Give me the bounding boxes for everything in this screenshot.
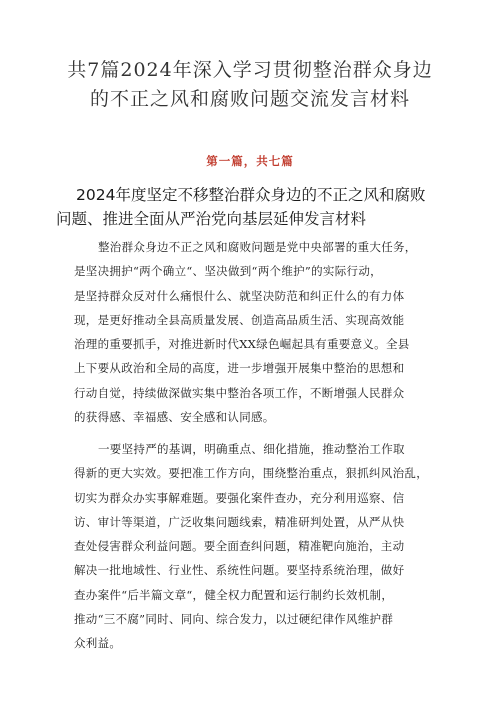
paragraph-line: 众利益。 (74, 636, 122, 651)
paragraph-line: 治理的重要抓手，对推进新时代XX绿色崛起具有重要意义。全县 (74, 337, 410, 352)
paragraph-line: 切实为群众办实事解难题。要强化案件查办，充分利用巡察、信 (74, 490, 405, 505)
paragraph-line: 整治群众身边不正之风和腐败问题是党中央部署的重大任务， (98, 240, 417, 254)
document-title (40, 56, 460, 114)
paragraph-line: 解决一批地域性、行业性、系统性问题。要坚持系统治理，做好 (74, 563, 405, 578)
paragraph-line: 行动自觉，持续做深做实集中整治各项工作，不断增强人民群众 (74, 385, 405, 400)
paragraph-line: 推动“三不腐”同时、同向、综合发力，以过硬纪律作风维护群 (74, 612, 394, 627)
paragraph-2 (74, 437, 430, 656)
paragraph-1 (74, 235, 430, 429)
paragraph-line: 上下要从政治和全局的高度，进一步增强开展集中整治的思想和 (74, 361, 405, 376)
paragraph-line: 查处侵害群众利益问题。要全面查纠问题，精准靶向施治，主动 (74, 539, 405, 554)
paragraph-line: 一要坚持严的基调，明确重点、细化措施，推动整治工作取 (98, 442, 405, 456)
paragraph-line: 现，是更好推动全县高质量发展、创造高品质生活、实现高效能 (74, 312, 405, 327)
paragraph-line: 的获得感、幸福感、安全感和认同感。 (74, 410, 275, 425)
section-heading-line-2: 问题、推进全面从严治党向基层延伸发言材料 (56, 210, 367, 228)
paragraph-line: 得新的更大实效。要把准工作方向，围绕整治重点，狠抓纠风治乱， (74, 466, 428, 481)
part-label: 第一篇，共七篇 (206, 154, 294, 168)
document-title-line-2: 的不正之风和腐败问题交流发言材料 (89, 88, 410, 110)
section-heading-line-1: 2024年度坚定不移整治群众身边的不正之风和腐败 (76, 186, 426, 204)
section-heading (56, 183, 440, 231)
document-title-line-1: 共7篇2024年深入学习贯彻整治群众身边 (67, 59, 433, 81)
paragraph-line: 查办案件“后半篇文章“，健全权力配置和运行制约长效机制， (74, 587, 394, 602)
paragraph-line: 是坚决拥护“两个确立“、坚决做到“两个维护”的实际行动， (74, 264, 382, 279)
paragraph-line: 是坚持群众反对什么痛恨什么、就坚决防范和纠正什么的有力体 (74, 288, 405, 303)
paragraph-line: 访、审计等渠道，广泛收集问题线索，精准研判处置，从严从快 (74, 514, 405, 529)
